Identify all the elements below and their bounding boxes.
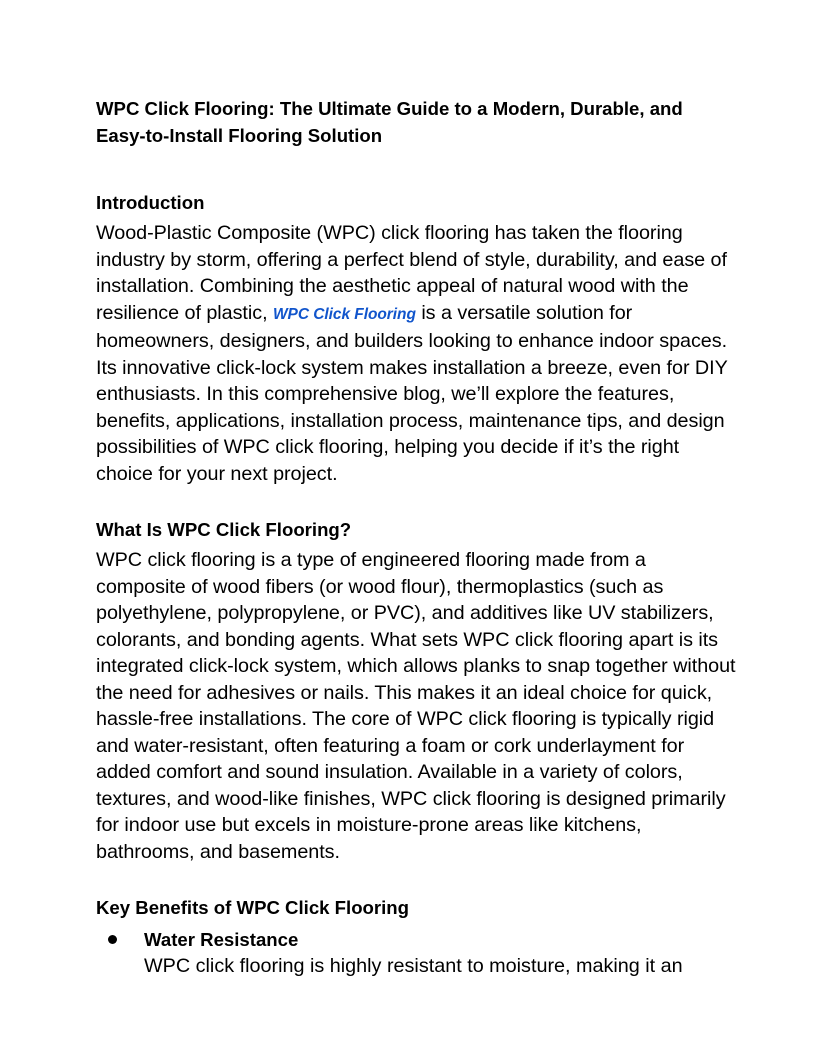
bullet-icon: [108, 935, 117, 944]
what-is-heading: What Is WPC Click Flooring?: [96, 519, 352, 540]
list-item: [96, 926, 736, 980]
introduction-text-after-link: is a versatile solution for homeowners, designers, and builders looking to enhance indoor spaces. Its innovative click-lock system makes installation a breeze, even for DIY enthusiasts. In this comprehensive blog, we’ll explore the features, benefits, applications, installation process, maintenance tips, and design possibilities of WPC click flooring, helping you decide if it’s the right choice for your next project.: [96, 301, 728, 485]
section-introduction: [96, 189, 736, 487]
wpc-click-flooring-link[interactable]: WPC Click Flooring: [272, 305, 416, 323]
benefit-text: WPC click flooring is highly resistant to moisture, making it an: [144, 955, 683, 977]
benefit-title: Water Resistance: [144, 929, 299, 950]
introduction-heading: Introduction: [96, 192, 205, 213]
document-title: WPC Click Flooring: The Ultimate Guide to a Modern, Durable, and Easy-to-Install Flooring Solution: [96, 98, 683, 146]
key-benefits-heading: Key Benefits of WPC Click Flooring: [96, 897, 410, 918]
section-what-is: [96, 516, 736, 865]
introduction-text-before-link: Wood-Plastic Composite (WPC) click flooring has taken the flooring industry by storm, offering a perfect blend of style, durability, and ease of installation. Combining the aesthetic appeal of natural wood with the resilience of plastic,: [96, 222, 727, 324]
introduction-paragraph: [96, 220, 736, 487]
benefits-list: [96, 926, 736, 980]
section-key-benefits: [96, 894, 736, 980]
what-is-paragraph: WPC click flooring is a type of engineered flooring made from a composite of wood fibers (or wood flour), thermoplastics (such as polyethylene, polypropylene, or PVC), and additives like UV stabilizers, colorants, and bonding agents. What sets WPC click flooring apart is its integrated click-lock system, which allows planks to snap together without the need for adhesives or nails. This makes it an ideal choice for quick, hassle-free installations. The core of WPC click flooring is typically rigid and water-resistant, often featuring a foam or cork underlayment for added comfort and sound insulation. Available in a variety of colors, textures, and wood-like finishes, WPC click flooring is designed primarily for indoor use but excels in moisture-prone areas like kitchens, bathrooms, and basements.: [96, 549, 736, 863]
document-page: [96, 95, 736, 980]
